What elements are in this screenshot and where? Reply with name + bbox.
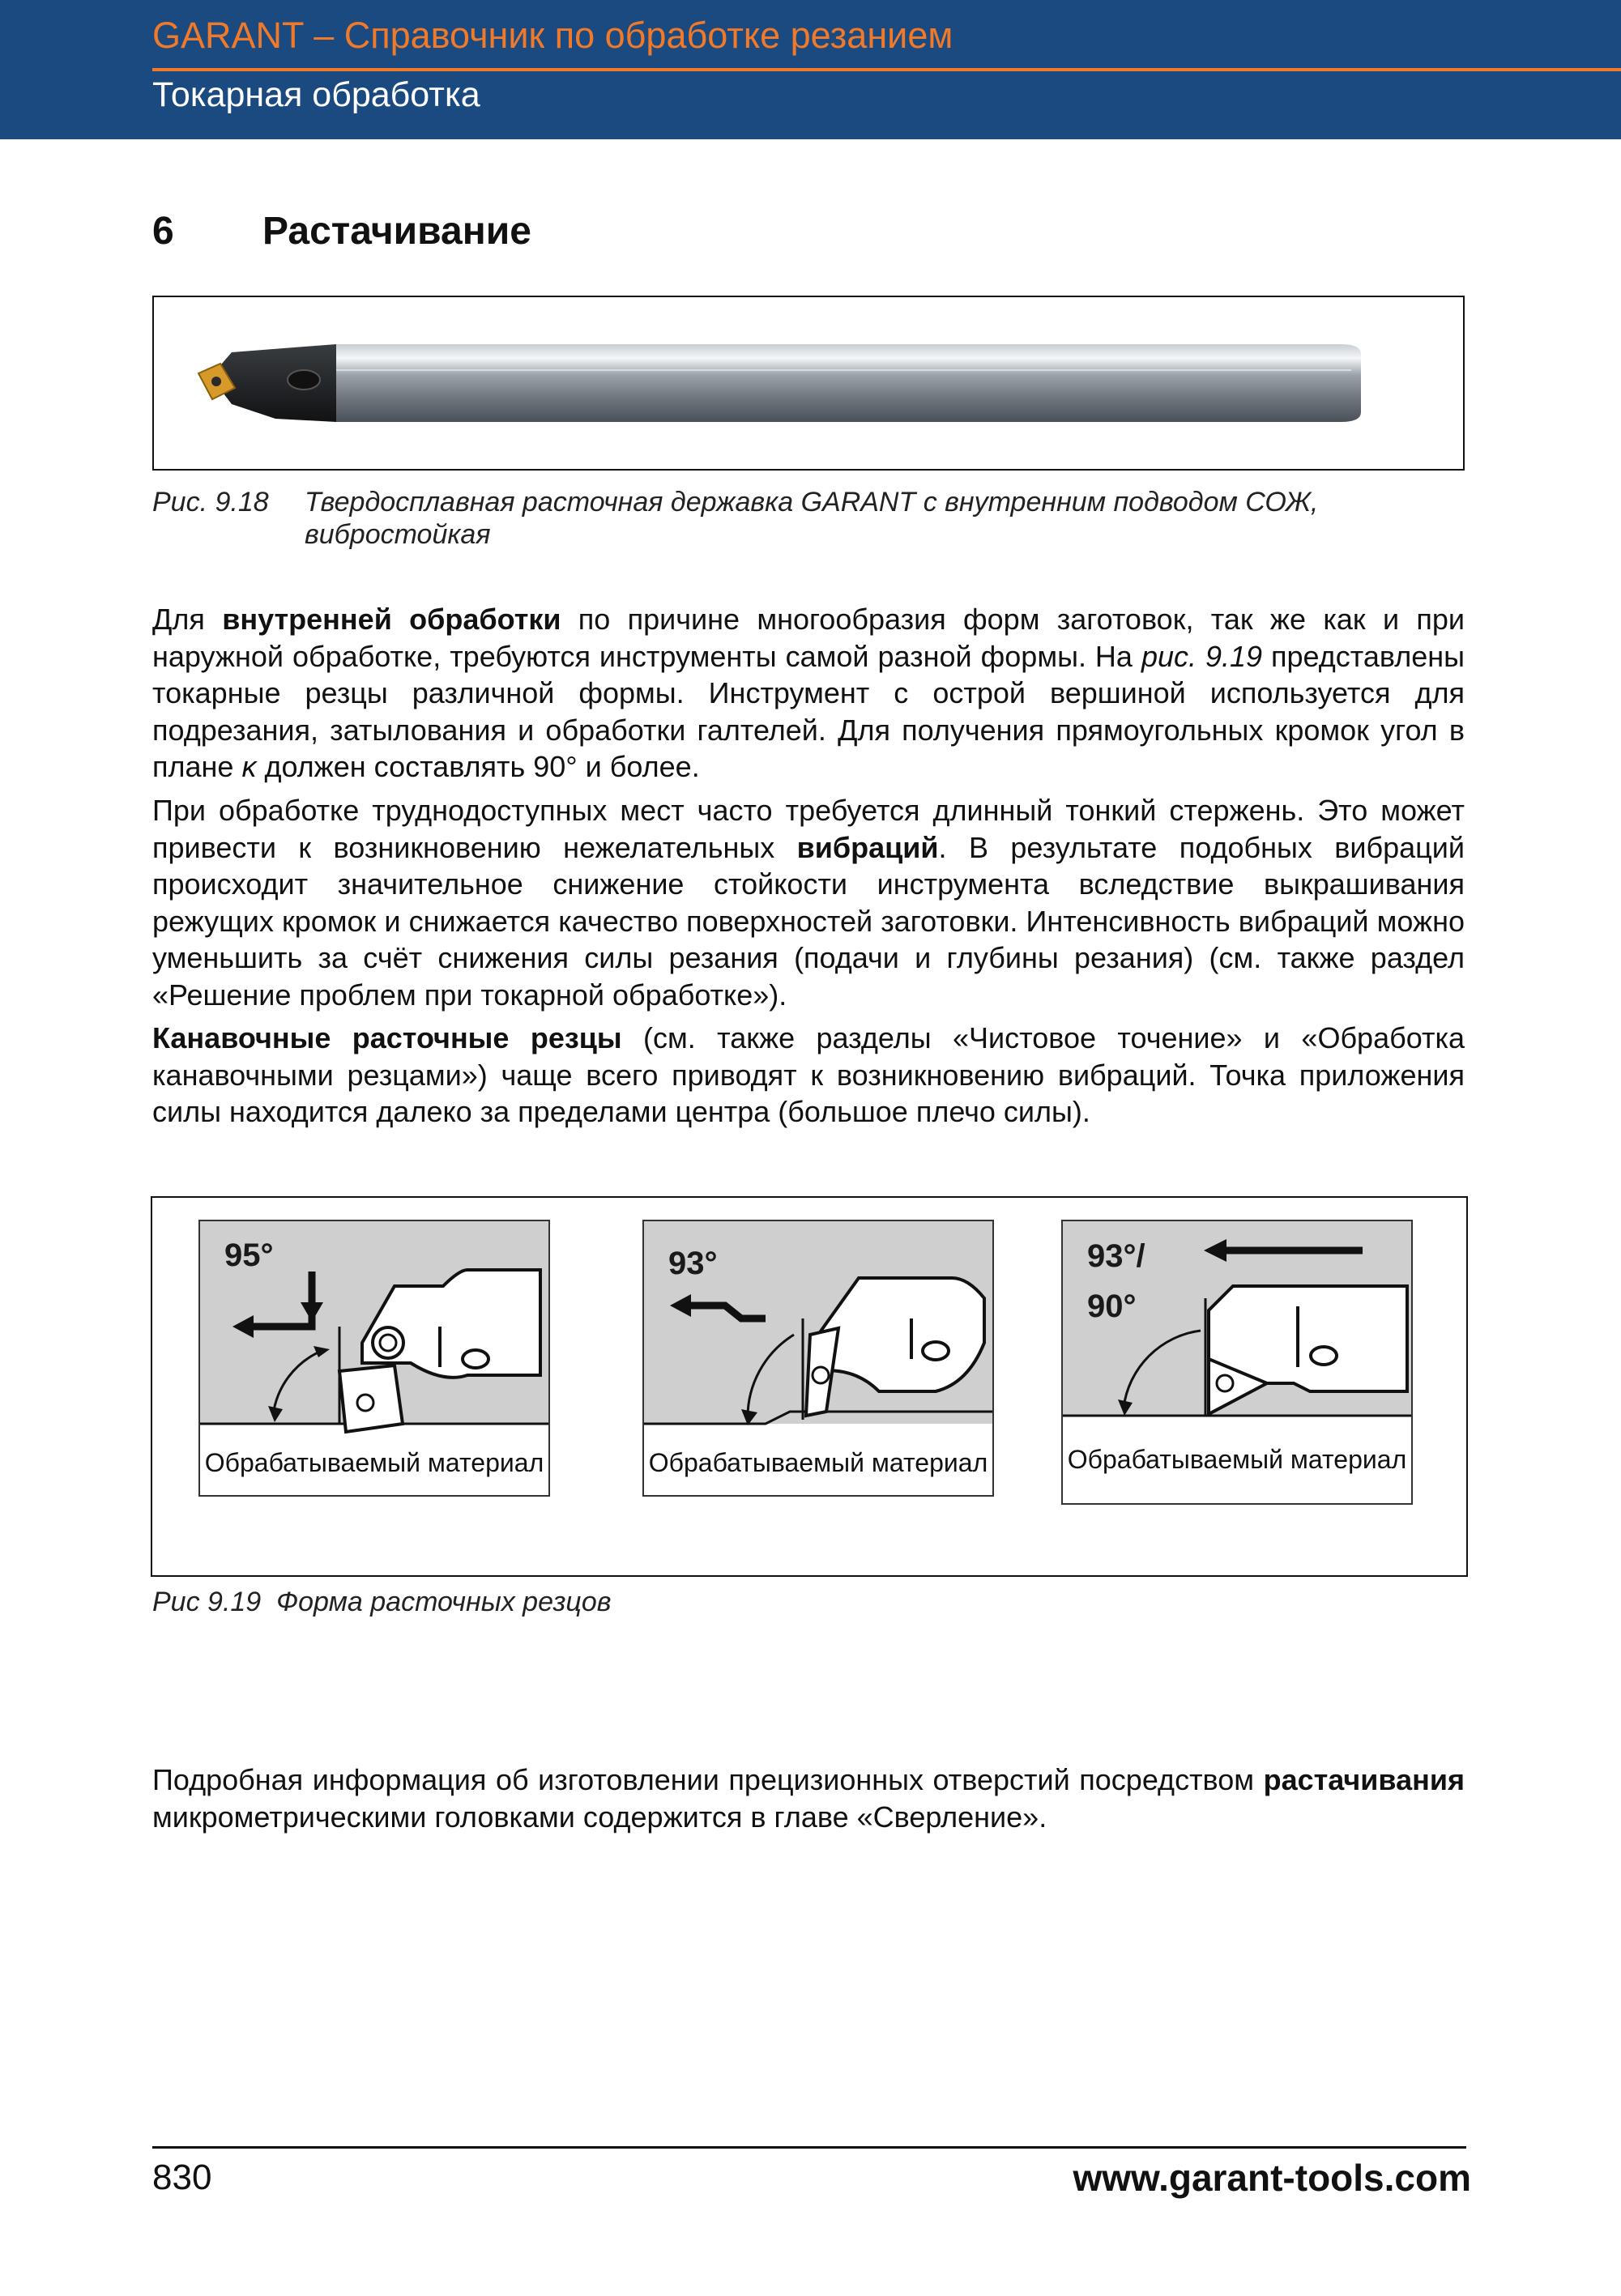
- paragraph-grooving-bars: [152, 1020, 1465, 1131]
- website-link[interactable]: www.garant-tools.com: [1073, 2157, 1471, 2199]
- page-number: 830: [152, 2158, 212, 2197]
- page-header: [0, 0, 1621, 139]
- section-title: Растачивание: [262, 210, 531, 253]
- header-subtitle: Токарная обработка: [152, 75, 480, 114]
- figure-1-caption: Твердосплавная расточная державка GARANT с внутренним подводом СОЖ, вибростойкая: [305, 487, 1319, 550]
- angle-93-90-label: [1087, 1231, 1145, 1331]
- footer-divider: [152, 2146, 1466, 2149]
- paragraph-internal-machining: [152, 601, 1465, 786]
- p1-figure-ref: рис. 9.19: [1141, 639, 1263, 673]
- tool-panel-95: [198, 1220, 550, 1497]
- p2-text-2: . В результате подобных вибраций происходит значительное снижение стойкости инструмента вследствие выкрашивания режущих кромок и снижается качество поверхностей заготовки. Интенсивность вибраций можно уменьшить за счёт снижения силы резания (подачи и глубины резания) (см. также раздел «Решение проблем при токарной обработке»).: [152, 830, 1465, 1012]
- tool-panel-93-90: [1061, 1220, 1413, 1505]
- angle-90-line: 90°: [1087, 1289, 1137, 1324]
- paragraph-precision-holes: [152, 1761, 1465, 1835]
- p1-text-1: Для: [152, 603, 223, 636]
- tool-panel-93: [642, 1220, 994, 1497]
- figure-2-text: Форма расточных резцов: [276, 1587, 612, 1617]
- p3-bold: Канавочные расточные резцы: [152, 1021, 622, 1054]
- p1-text-3: представлены токарные резцы различной формы. Инструмент с острой вершиной используется для подрезания, затылования и обработки галтелей. Для получения прямоугольных кромок угол в плане: [152, 639, 1465, 783]
- p2-text-1: При обработке труднодоступных мест часто требуется длинный тонкий стержень. Это может привести к возникновению нежелательных: [152, 794, 1465, 864]
- p4-text-1: Подробная информация об изготовлении прецизионных отверстий посредством: [152, 1763, 1264, 1796]
- p1-text-2: по причине многообразия форм заготовок, так же как и при наружной обработке, требуются инструменты самой разной формы. На: [152, 603, 1465, 673]
- p1-text-4: должен составлять 90° и более.: [256, 750, 700, 783]
- workpiece-label-1: Обрабатываемый материал: [204, 1448, 544, 1477]
- boring-bar-image: [154, 297, 1463, 469]
- boring-bar-figure: [152, 296, 1465, 471]
- workpiece-label-3: Обрабатываемый материал: [1067, 1445, 1407, 1474]
- p4-text-2: микрометрическими головками содержится в главе «Сверление».: [152, 1800, 1047, 1834]
- figure-2-number: Рис 9.19: [152, 1587, 262, 1617]
- p1-kappa-symbol: κ: [241, 750, 257, 783]
- header-title: GARANT – Справочник по обработке резанием: [152, 15, 953, 56]
- figure-2-caption: [152, 1586, 612, 1618]
- boring-tool-shapes-figure: [151, 1196, 1468, 1577]
- paragraph-vibrations: [152, 792, 1465, 1013]
- p3-text: (см. также разделы «Чистовое точение» и «Обработка канавочными резцами») чаще всего приводят к возникновению вибраций. Точка приложения силы находится далеко за пределами центра (большое плечо силы).: [152, 1021, 1465, 1128]
- p2-bold: вибраций: [796, 830, 939, 864]
- p4-bold: растачивания: [1263, 1763, 1465, 1796]
- angle-93-label: 93°: [668, 1246, 718, 1281]
- angle-93-line: 93°/: [1087, 1238, 1145, 1274]
- header-divider: [152, 68, 1621, 71]
- section-number: 6: [152, 210, 174, 253]
- p1-bold: внутренней обработки: [222, 603, 561, 636]
- angle-95-label: 95°: [224, 1237, 274, 1273]
- figure-1-number: Рис. 9.18: [152, 487, 269, 518]
- workpiece-label-2: Обрабатываемый материал: [648, 1448, 988, 1477]
